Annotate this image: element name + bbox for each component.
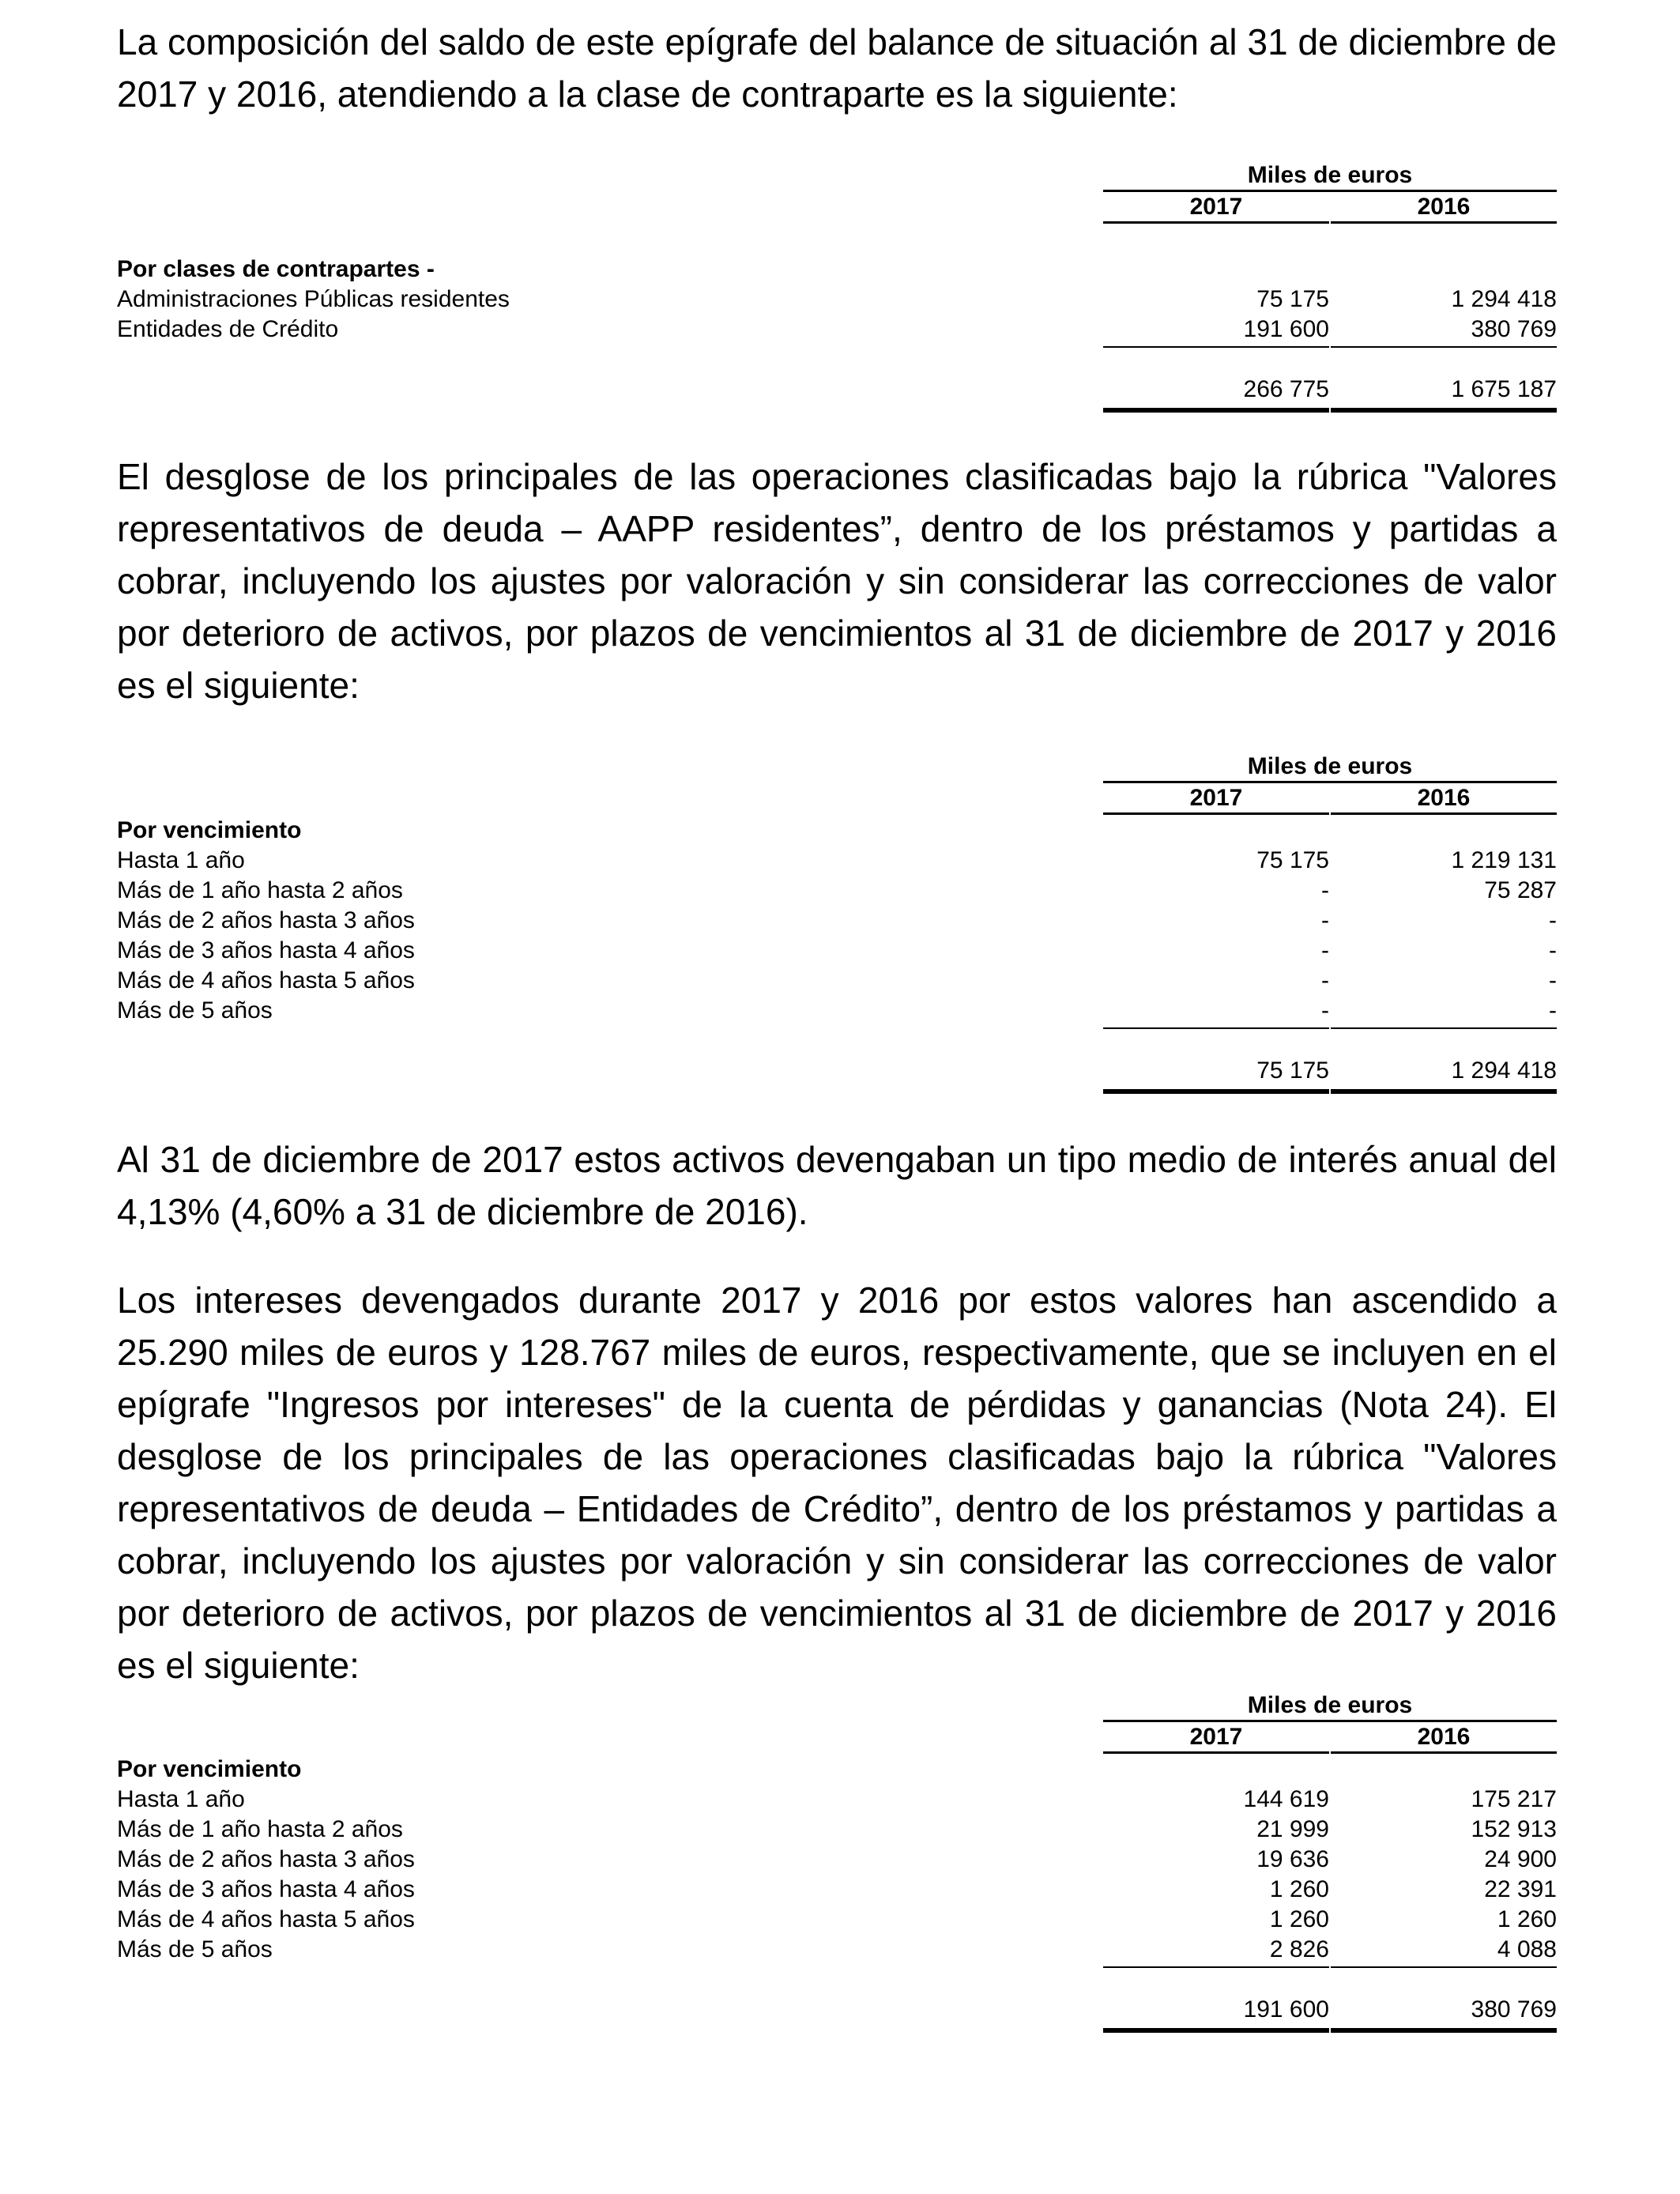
total-row	[117, 375, 1557, 405]
table-row	[117, 1905, 1557, 1935]
table-row	[117, 1785, 1557, 1815]
year-2017-header: 2017	[1103, 193, 1329, 224]
total-2017: 75 175	[1256, 1057, 1329, 1084]
value-2016: 152 913	[1471, 1816, 1557, 1842]
table-row	[117, 876, 1557, 906]
value-2017: -	[1321, 967, 1329, 993]
subtotal-rule-2017	[1103, 346, 1329, 348]
total-row	[117, 1995, 1557, 2025]
subtotal-rule-2017	[1103, 1966, 1329, 1968]
subtotal-rule-2016	[1331, 346, 1557, 348]
row-label: Hasta 1 año	[117, 847, 245, 873]
value-2017: 191 600	[1243, 316, 1329, 342]
value-2016: 4 088	[1497, 1936, 1557, 1962]
value-2017: 19 636	[1256, 1846, 1329, 1872]
value-2016: 380 769	[1471, 316, 1557, 342]
value-2017: -	[1321, 937, 1329, 963]
total-2017: 191 600	[1243, 1996, 1329, 2022]
paragraph-intro: La composición del saldo de este epígrafe del balance de situación al 31 de diciembre de 2017 y 2016, atendiendo a la clase de contraparte es la siguiente:	[117, 21, 1557, 115]
total-2017: 266 775	[1243, 376, 1329, 402]
row-label: Más de 2 años hasta 3 años	[117, 907, 415, 933]
value-2016: 24 900	[1484, 1846, 1557, 1872]
row-label: Más de 4 años hasta 5 años	[117, 967, 415, 993]
subtotal-rule-2016	[1331, 1966, 1557, 1968]
table-row	[117, 1875, 1557, 1905]
value-2017: -	[1321, 877, 1329, 903]
value-2017: 1 260	[1269, 1906, 1329, 1932]
value-2017: -	[1321, 907, 1329, 933]
table-row	[117, 315, 1557, 345]
row-label: Más de 4 años hasta 5 años	[117, 1906, 415, 1932]
table-row	[117, 906, 1557, 936]
value-2017: -	[1321, 997, 1329, 1023]
section-label: Por vencimiento	[117, 817, 302, 843]
table-counterparty	[117, 161, 1557, 422]
value-2016: -	[1549, 967, 1557, 993]
table-row	[117, 1845, 1557, 1875]
row-label: Hasta 1 año	[117, 1786, 245, 1812]
subtotal-rule-2017	[1103, 1027, 1329, 1029]
value-2016: 1 294 418	[1451, 286, 1557, 312]
paragraph-aapp-breakdown: El desglose de los principales de las operaciones clasificadas bajo la rúbrica "Valores representativos de deuda – AAPP residentes”, dentro de los préstamos y partidas a cobrar, incluyendo los ajustes por valoración y sin considerar las correcciones de valor por deterioro de activos, por plazos de vencimientos al 31 de diciembre de 2017 y 2016 es el siguiente:	[117, 456, 1557, 706]
total-rule-2017	[1103, 2028, 1329, 2033]
unit-header: Miles de euros	[1103, 161, 1557, 192]
paragraph-interest-rate: Al 31 de diciembre de 2017 estos activos devengaban un tipo medio de interés anual del 4,13% (4,60% a 31 de diciembre de 2016).	[117, 1139, 1557, 1232]
year-2016-header: 2016	[1331, 193, 1557, 224]
table-row	[117, 1935, 1557, 1965]
total-rule-2016	[1331, 2028, 1557, 2033]
section-row	[117, 1755, 1557, 1785]
year-2017-header: 2017	[1103, 1723, 1329, 1754]
table-maturity-aapp	[117, 752, 1557, 1100]
value-2017: 144 619	[1243, 1786, 1329, 1812]
value-2016: -	[1549, 997, 1557, 1023]
row-label: Administraciones Públicas residentes	[117, 286, 510, 312]
value-2016: -	[1549, 937, 1557, 963]
value-2016: 1 219 131	[1451, 847, 1557, 873]
section-row	[117, 816, 1557, 846]
table-maturity-credit-entities	[117, 1691, 1557, 2039]
total-rule-2016	[1331, 408, 1557, 413]
table-row	[117, 966, 1557, 996]
section-label: Por clases de contrapartes -	[117, 256, 435, 282]
row-label: Más de 1 año hasta 2 años	[117, 1816, 403, 1842]
value-2016: 175 217	[1471, 1786, 1557, 1812]
total-row	[117, 1056, 1557, 1086]
total-rule-2017	[1103, 408, 1329, 413]
total-2016: 1 294 418	[1451, 1057, 1557, 1084]
table-row	[117, 846, 1557, 876]
value-2016: 22 391	[1484, 1876, 1557, 1902]
paragraph-interest-accrued: Los intereses devengados durante 2017 y 2016 por estos valores han ascendido a 25.290 miles de euros y 128.767 miles de euros, respectivamente, que se incluyen en el epígrafe "Ingresos por intereses" de la cuenta de pérdidas y ganancias (Nota 24). El desglose de los principales de las operaciones clasificadas bajo la rúbrica "Valores representativos de deuda – Entidades de Crédito”, dentro de los préstamos y partidas a cobrar, incluyendo los ajustes por valoración y sin considerar las correcciones de valor por deterioro de activos, por plazos de vencimientos al 31 de diciembre de 2017 y 2016 es el siguiente:	[117, 1280, 1557, 1686]
value-2016: -	[1549, 907, 1557, 933]
subtotal-rule-2016	[1331, 1027, 1557, 1029]
section-row	[117, 254, 1557, 285]
row-label: Más de 3 años hasta 4 años	[117, 937, 415, 963]
value-2017: 1 260	[1269, 1876, 1329, 1902]
row-label: Más de 5 años	[117, 997, 273, 1023]
year-2016-header: 2016	[1331, 1723, 1557, 1754]
unit-header: Miles de euros	[1103, 1691, 1557, 1722]
year-2016-header: 2016	[1331, 784, 1557, 815]
total-2016: 1 675 187	[1451, 376, 1557, 402]
row-label: Más de 5 años	[117, 1936, 273, 1962]
row-label: Más de 3 años hasta 4 años	[117, 1876, 415, 1902]
table-row	[117, 1815, 1557, 1845]
table-row	[117, 285, 1557, 315]
unit-header: Miles de euros	[1103, 752, 1557, 783]
value-2017: 2 826	[1269, 1936, 1329, 1962]
row-label: Entidades de Crédito	[117, 316, 339, 342]
value-2017: 75 175	[1256, 847, 1329, 873]
row-label: Más de 2 años hasta 3 años	[117, 1846, 415, 1872]
row-label: Más de 1 año hasta 2 años	[117, 877, 403, 903]
section-label: Por vencimiento	[117, 1756, 302, 1782]
table-row	[117, 936, 1557, 966]
value-2016: 1 260	[1497, 1906, 1557, 1932]
total-rule-2017	[1103, 1089, 1329, 1094]
total-rule-2016	[1331, 1089, 1557, 1094]
value-2017: 75 175	[1256, 286, 1329, 312]
value-2016: 75 287	[1484, 877, 1557, 903]
year-2017-header: 2017	[1103, 784, 1329, 815]
table-row	[117, 996, 1557, 1026]
value-2017: 21 999	[1256, 1816, 1329, 1842]
total-2016: 380 769	[1471, 1996, 1557, 2022]
